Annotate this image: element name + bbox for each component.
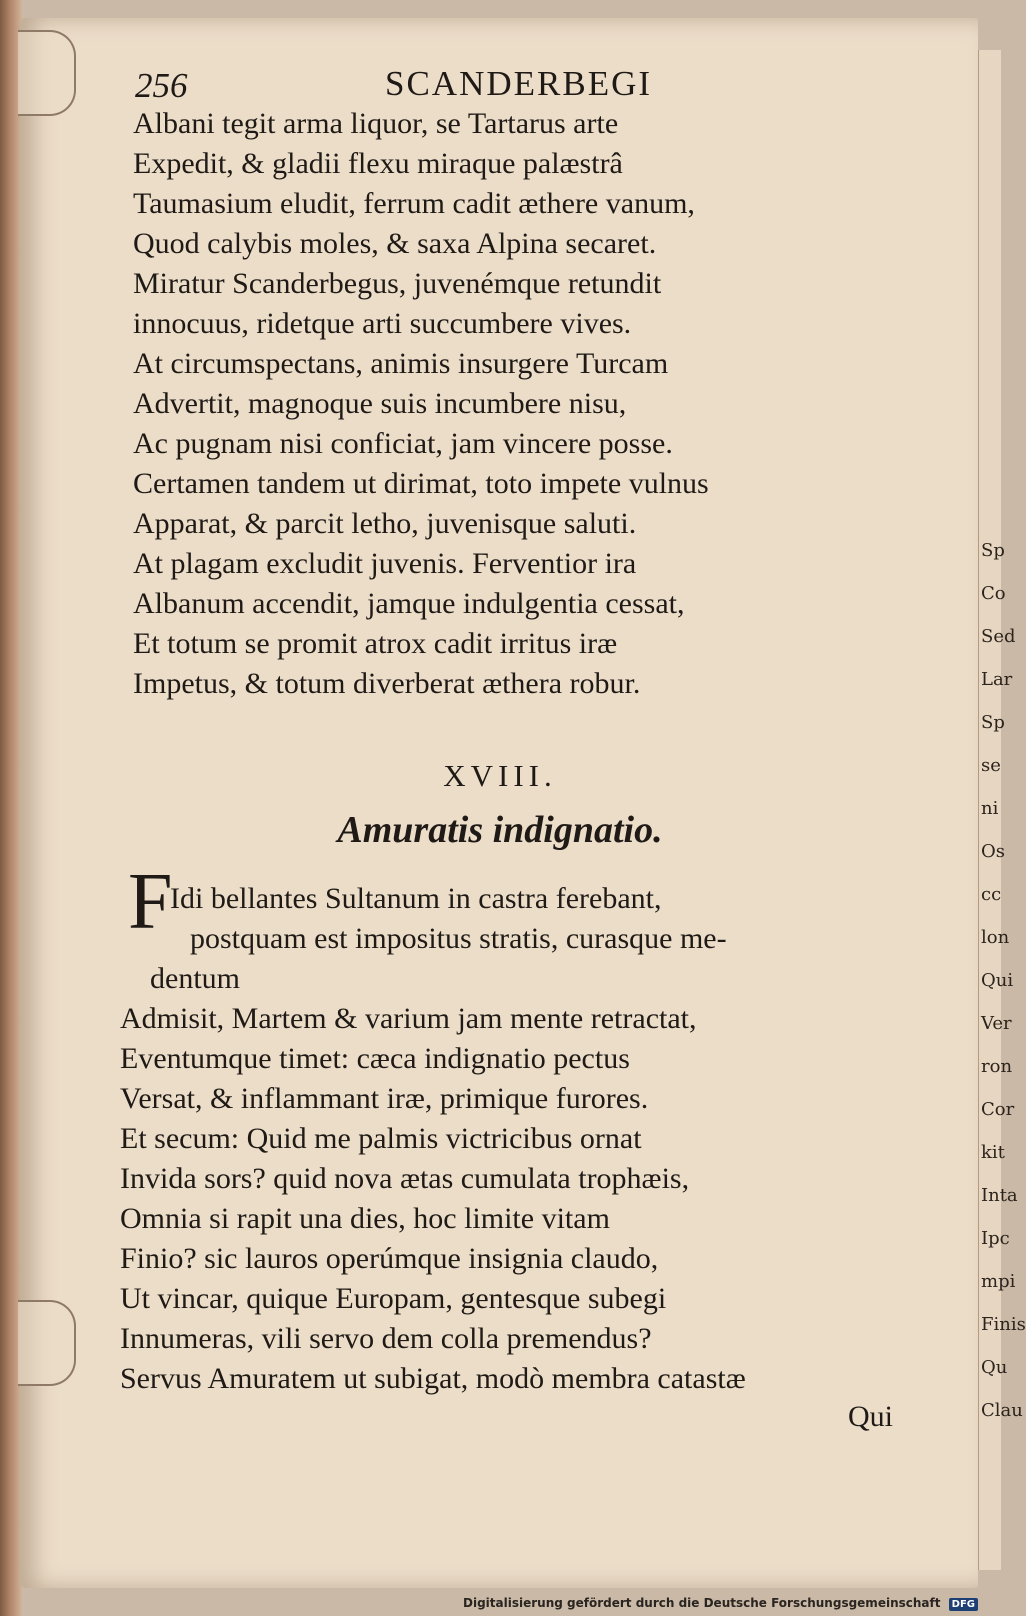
poem-line: Finio? sic lauros operúmque insignia claudo, — [120, 1242, 659, 1275]
facing-page-fragment: cc — [981, 884, 1002, 905]
facing-page-fragment: Finis — [981, 1314, 1026, 1335]
poem-line: Quod calybis moles, & saxa Alpina secaret. — [133, 227, 657, 260]
poem-line: At circumspectans, animis insurgere Turcam — [133, 347, 669, 380]
credit-text: Digitalisierung gefördert durch die Deutsche Forschungsgemeinschaft — [463, 1596, 941, 1610]
poem-line: At plagam excludit juvenis. Ferventior ira — [133, 547, 637, 580]
poem-line: Apparat, & parcit letho, juvenisque saluti. — [133, 507, 637, 540]
poem-line: Innumeras, vili servo dem colla premendus? — [120, 1322, 652, 1355]
section-poem-block — [120, 879, 900, 1399]
drop-cap-initial: F — [128, 858, 173, 946]
poem-line: Omnia si rapit una dies, hoc limite vitam — [120, 1202, 610, 1235]
poem-line: Et totum se promit atrox cadit irritus iræ — [133, 627, 618, 660]
poem-line: Eventumque timet: cæca indignatio pectus — [120, 1042, 630, 1075]
poem-line: Taumasium eludit, ferrum cadit æthere vanum, — [133, 187, 695, 220]
poem-line: Versat, & inflammant iræ, primique furores. — [120, 1082, 649, 1115]
facing-page-fragment: Lar — [981, 669, 1013, 690]
poem-line: Et secum: Quid me palmis victricibus ornat — [120, 1122, 642, 1155]
facing-page-fragment: Qu — [981, 1357, 1008, 1378]
facing-page-fragment: kit — [981, 1142, 1005, 1163]
poem-line: Ac pugnam nisi conficiat, jam vincere posse. — [133, 427, 673, 460]
page-clip-top — [18, 30, 76, 116]
poem-line: innocuus, ridetque arti succumbere vives. — [133, 307, 632, 340]
facing-page-fragment: Ver — [981, 1013, 1012, 1034]
section-title: Amuratis indignatio. — [337, 809, 663, 851]
poem-line: Advertit, magnoque suis incumbere nisu, — [133, 387, 627, 420]
poem-line: Invida sors? quid nova ætas cumulata trophæis, — [120, 1162, 690, 1195]
facing-page-fragment: lon — [981, 927, 1010, 948]
facing-page-fragment: Sed — [981, 626, 1016, 647]
poem-line: Idi bellantes Sultanum in castra ferebant, — [170, 882, 662, 915]
poem-line: Certamen tandem ut dirimat, toto impete vulnus — [133, 467, 709, 500]
catchword: Qui — [848, 1400, 893, 1433]
facing-page-fragment: Sp — [981, 712, 1005, 733]
poem-block — [133, 104, 893, 704]
dfg-logo: DFG — [949, 1598, 978, 1611]
facing-page-fragment: Os — [981, 841, 1005, 862]
poem-line: Admisit, Martem & varium jam mente retractat, — [120, 1002, 697, 1035]
page-number: 256 — [135, 66, 188, 105]
facing-page-fragment: Cor — [981, 1099, 1015, 1120]
facing-page-fragment: ni — [981, 798, 999, 819]
poem-line: postquam est impositus stratis, curasque me- — [190, 922, 727, 955]
poem-line: Miratur Scanderbegus, juvenémque retundit — [133, 267, 662, 300]
poem-line: dentum — [150, 962, 240, 995]
digitization-credit — [463, 1596, 978, 1611]
poem-line: Servus Amuratem ut subigat, modò membra catastæ — [120, 1362, 746, 1395]
facing-page-fragment: Sp — [981, 540, 1005, 561]
poem-line: Albani tegit arma liquor, se Tartarus arte — [133, 107, 619, 140]
facing-page-fragment: ron — [981, 1056, 1013, 1077]
facing-page-fragment: mpi — [981, 1271, 1016, 1292]
section-number: XVIII. — [443, 758, 557, 793]
facing-page-fragment: se — [981, 755, 1001, 776]
facing-page-fragment: Co — [981, 583, 1006, 604]
poem-line: Impetus, & totum diverberat æthera robur. — [133, 667, 641, 700]
poem-line: Albanum accendit, jamque indulgentia cessat, — [133, 587, 685, 620]
facing-page-fragment: Qui — [981, 970, 1014, 991]
page-clip-bottom — [18, 1300, 76, 1386]
facing-page-fragment: Ipc — [981, 1228, 1010, 1249]
facing-page-fragment: Inta — [981, 1185, 1018, 1206]
running-title: SCANDERBEGI — [385, 64, 653, 103]
poem-line: Expedit, & gladii flexu miraque palæstrâ — [133, 147, 623, 180]
poem-line: Ut vincar, quique Europam, gentesque subegi — [120, 1282, 667, 1315]
facing-page-fragment: Clau — [981, 1400, 1023, 1421]
